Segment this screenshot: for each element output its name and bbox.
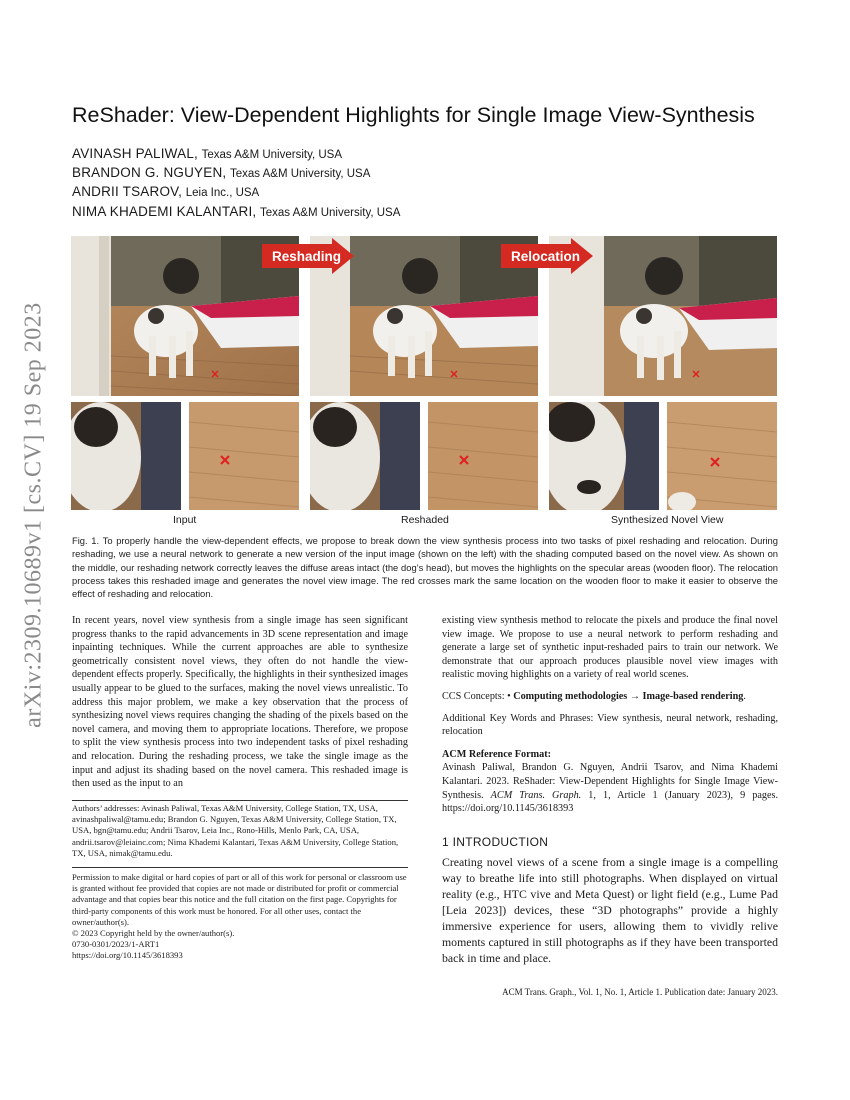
- author-name: NIMA KHADEMI KALANTARI,: [72, 204, 257, 219]
- relocation-label: Relocation: [511, 248, 581, 264]
- abstract-text: In recent years, novel view synthesis from a single image has seen significant progress thanks to the rapid advancements in 3D scene representation and image inpainting techniques. While the current approaches are able to synthesize geometrically consistent novel views, they often do not handle the view-dependent effects properly. Specifically, the highlights in their synthesized images usually appear to be glued to the surfaces, making the novel views unrealistic. To address this major problem, we make a key observation that the process of synthesizing novel views requires changing the shading of the pixels based on the novel camera, and moving them to appropriate locations. Therefore, we propose to split the view synthesis process into two independent tasks of pixel reshading and relocation. During the reshading process, we take the single image as the input and adjust its shading based on the novel camera. This reshaded image is then used as the input to an: [72, 615, 408, 790]
- author-3: [72, 184, 259, 199]
- novel-crop-floor: [667, 402, 777, 510]
- permission-block: [72, 872, 408, 962]
- permission-rule: [72, 867, 408, 868]
- author-2: [72, 165, 370, 180]
- reshaded-crop-floor: [428, 402, 538, 510]
- relocation-arrow: [501, 238, 603, 274]
- novel-crop-head: [549, 402, 659, 510]
- reshading-arrow: [262, 238, 364, 274]
- reshaded-crop-head: [310, 402, 420, 510]
- author-affiliation: Texas A&M University, USA: [230, 168, 371, 180]
- paper-title: ReShader: View-Dependent Highlights for Single Image View-Synthesis: [72, 103, 755, 127]
- acm-reference: Avinash Paliwal, Brandon G. Nguyen, Andrii Tsarov, and Nima Khademi Kalantari. 2023. ReShader: View-Dependent Highlights for Single Image View-Synthesis. ACM Trans. Graph. 1, 1, Article 1 (January 2023), 9 pages. https://doi.org/10.1145/3618393: [442, 762, 779, 815]
- author-1: [72, 146, 342, 161]
- page-footer: ACM Trans. Graph., Vol. 1, No. 1, Article 1. Publication date: January 2023.: [502, 987, 778, 997]
- footnote-rule: [72, 800, 408, 801]
- authors-addresses: Authors’ addresses: Avinash Paliwal, Texas A&M University, College Station, TX, USA, avinashpaliwal@tamu.edu; Brandon G. Nguyen, Texas A&M University, College Station, TX, USA, bgn@tamu.edu; Andrii Tsarov, Leia Inc., Rono-Hills, Menlo Park, CA, USA, andrii.tsarov@leiainc.com; Nima Khademi Kalantari, Texas A&M University, College Station, TX, USA, nimak@tamu.edu.: [72, 803, 399, 858]
- author-affiliation: Texas A&M University, USA: [260, 207, 401, 219]
- intro-text: Creating novel views of a scene from a single image is a compelling way to breathe life into still photographs. When displayed on virtual reality (e.g., HTC vive and Meta Quest) or light field (e.g., Lume Pad [Leia 2023]) devices, these “3D photographs” provide a highly immersive experience for users, allowing them to vividly relive moments captured in still photographs as if they have been transported back in time and place.: [442, 855, 778, 965]
- figure-caption: Fig. 1. To properly handle the view-dependent effects, we propose to break down the view synthesis process into two tasks of pixel reshading and relocation. During reshading, we use a neural network to generate a new version of the input image (shown on the left) with the shading computed based on the novel view. As shown on the middle, our reshading network correctly leaves the diffuse areas intact (the dog’s head), but moves the highlights on the specular areas (wooden floor). The relocation process takes this reshaded image and generates the novel view image. The red crosses mark the same location on the wooden floor to make it easier to observe the effect of reshading and relocation.: [72, 535, 778, 600]
- label-reshaded: Reshaded: [401, 514, 449, 526]
- issn: 0730-0301/2023/1-ART1: [72, 939, 160, 950]
- permission-text: Permission to make digital or hard copies of part or all of this work for personal or classroom use is granted without fee provided that copies are not made or distributed for profit or commercial advantage and that copies bear this notice and the full citation on the first page. Copyrights for third-party components of this work must be honored. For all other uses, contact the owner/author(s).: [72, 872, 407, 927]
- input-crop-floor: [189, 402, 299, 510]
- author-name: ANDRII TSAROV,: [72, 184, 183, 199]
- doi-link[interactable]: https://doi.org/10.1145/3618393: [72, 950, 183, 961]
- author-name: BRANDON G. NGUYEN,: [72, 165, 227, 180]
- reshading-label: Reshading: [272, 248, 342, 264]
- ccs-bold: Computing methodologies → Image-based rendering: [513, 690, 744, 702]
- label-input: Input: [173, 514, 197, 526]
- acm-journal: ACM Trans. Graph.: [490, 789, 582, 801]
- intro-heading: 1 INTRODUCTION: [442, 834, 549, 849]
- author-affiliation: Texas A&M University, USA: [201, 149, 343, 161]
- label-novel-view: Synthesized Novel View: [611, 514, 724, 526]
- keywords: Additional Key Words and Phrases: View synthesis, neural network, reshading, relocation: [442, 712, 778, 738]
- ccs-concepts: CCS Concepts: • Computing methodologies → Image-based rendering.: [442, 690, 746, 702]
- acm-doi-link[interactable]: https://doi.org/10.1145/3618393: [442, 803, 574, 815]
- arxiv-id: arXiv:2309.10689v1 [cs.CV] 19 Sep 2023: [20, 302, 47, 728]
- copyright: © 2023 Copyright held by the owner/author(s).: [72, 928, 235, 939]
- abstract-right: [442, 614, 778, 967]
- arxiv-stamp: [14, 240, 54, 790]
- acm-ref-heading: ACM Reference Format:: [442, 748, 551, 760]
- author-name: AVINASH PALIWAL,: [72, 146, 198, 161]
- author-affiliation: Leia Inc., USA: [185, 187, 260, 199]
- abstract-left: [72, 614, 408, 791]
- figure-1: [71, 236, 777, 526]
- input-crop-head: [71, 402, 181, 510]
- author-4: [72, 204, 400, 219]
- abstract-text-continued: existing view synthesis method to relocate the pixels and produce the final novel view image. We propose to use a neural network to perform reshading and generate a large set of synthetic input-reshaded pairs to train our network. We demonstrate that our approach produces plausible novel view images with realistic moving highlights on a variety of real world scenes.: [442, 615, 778, 681]
